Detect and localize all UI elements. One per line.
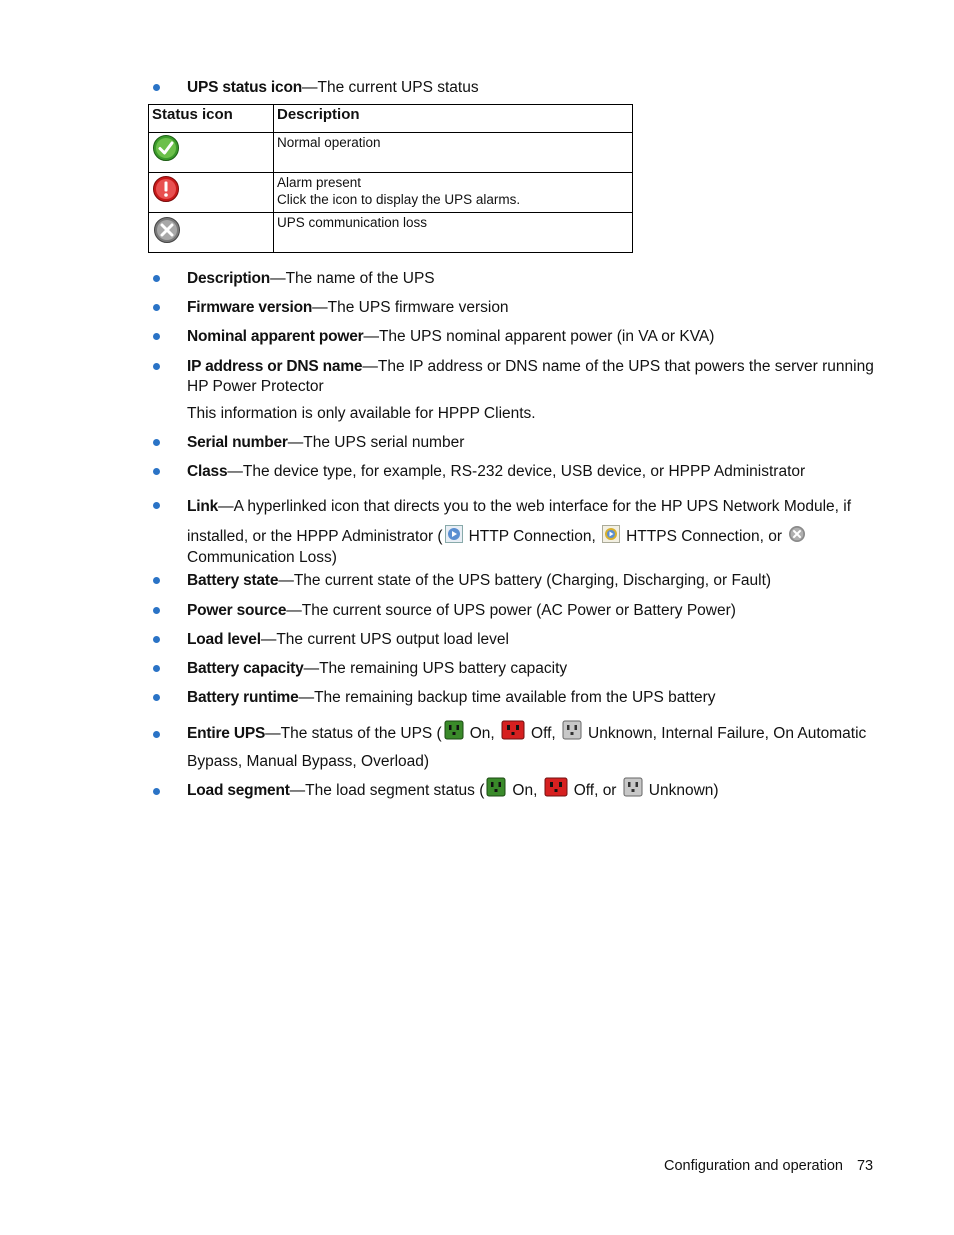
list-item: Link—A hyperlinked icon that directs you to the web interface for the HP UPS Network Module, if installed, or the HPPP Administrator ( HTTP Connection, HTTPS Connection, or Communication Loss) <box>187 492 877 568</box>
communication-loss-icon <box>788 525 806 543</box>
https-connection-icon <box>602 525 620 543</box>
list-item <box>187 78 877 98</box>
table-cell: Alarm present Click the icon to display the UPS alarms. <box>274 173 633 213</box>
bullet-icon <box>153 275 160 282</box>
bullet-icon <box>153 84 160 91</box>
list-item: Battery state—The current state of the UPS battery (Charging, Discharging, or Fault) <box>187 571 877 591</box>
bullet-icon <box>153 731 160 738</box>
bullet-icon <box>153 502 160 509</box>
bullet-icon <box>153 468 160 475</box>
bullet-icon <box>153 788 160 795</box>
list-item: Entire UPS—The status of the UPS ( On, Off, Unknown, Internal Failure, On Automatic Bypass, Manual Bypass, Overload) <box>187 720 877 776</box>
list-item: Serial number—The UPS serial number <box>187 433 877 453</box>
footer-section: Configuration and operation <box>664 1158 843 1174</box>
ip-note: This information is only available for HPPP Clients. <box>187 405 536 422</box>
bullet-icon <box>153 665 160 672</box>
item-text: —The current UPS status <box>302 79 479 96</box>
outlet-unknown-icon <box>623 777 643 797</box>
bullet-icon <box>153 636 160 643</box>
item-term: UPS status icon <box>187 79 302 96</box>
bullet-icon <box>153 304 160 311</box>
table-row <box>149 173 633 213</box>
http-connection-icon <box>445 525 463 543</box>
red-alarm-icon <box>152 174 180 204</box>
bullet-icon <box>153 577 160 584</box>
list-item: Power source—The current source of UPS power (AC Power or Battery Power) <box>187 601 877 621</box>
table-row <box>149 213 633 253</box>
bullet-icon <box>153 694 160 701</box>
list-item: IP address or DNS name—The IP address or DNS name of the UPS that powers the server running HP Power Protector <box>187 357 877 397</box>
green-check-icon <box>152 134 180 162</box>
page-number: 73 <box>856 1158 874 1174</box>
list-item: Battery capacity—The remaining UPS battery capacity <box>187 659 877 679</box>
bullet-icon <box>153 363 160 370</box>
list-item: Nominal apparent power—The UPS nominal apparent power (in VA or KVA) <box>187 327 877 347</box>
outlet-off-icon <box>501 720 525 740</box>
grey-x-icon <box>152 214 182 244</box>
table-row <box>149 133 633 173</box>
bullet-icon <box>153 333 160 340</box>
list-item: Firmware version—The UPS firmware version <box>187 298 877 318</box>
list-item: Load segment—The load segment status ( On, Off, or Unknown) <box>187 777 877 805</box>
outlet-off-icon <box>544 777 568 797</box>
list-item: Class—The device type, for example, RS-232 device, USB device, or HPPP Administrator <box>187 462 877 482</box>
list-item: Description—The name of the UPS <box>187 269 877 289</box>
outlet-on-icon <box>444 720 464 740</box>
bullet-icon <box>153 439 160 446</box>
outlet-unknown-icon <box>562 720 582 740</box>
page-footer <box>664 1158 873 1174</box>
table-header: Description <box>274 105 633 133</box>
list-item: Load level—The current UPS output load level <box>187 630 877 650</box>
table-header: Status icon <box>149 105 274 133</box>
status-icon-table <box>148 104 633 253</box>
outlet-on-icon <box>486 777 506 797</box>
bullet-icon <box>153 607 160 614</box>
table-cell: UPS communication loss <box>274 213 633 253</box>
list-item: Battery runtime—The remaining backup time available from the UPS battery <box>187 688 877 708</box>
table-cell: Normal operation <box>274 133 633 173</box>
